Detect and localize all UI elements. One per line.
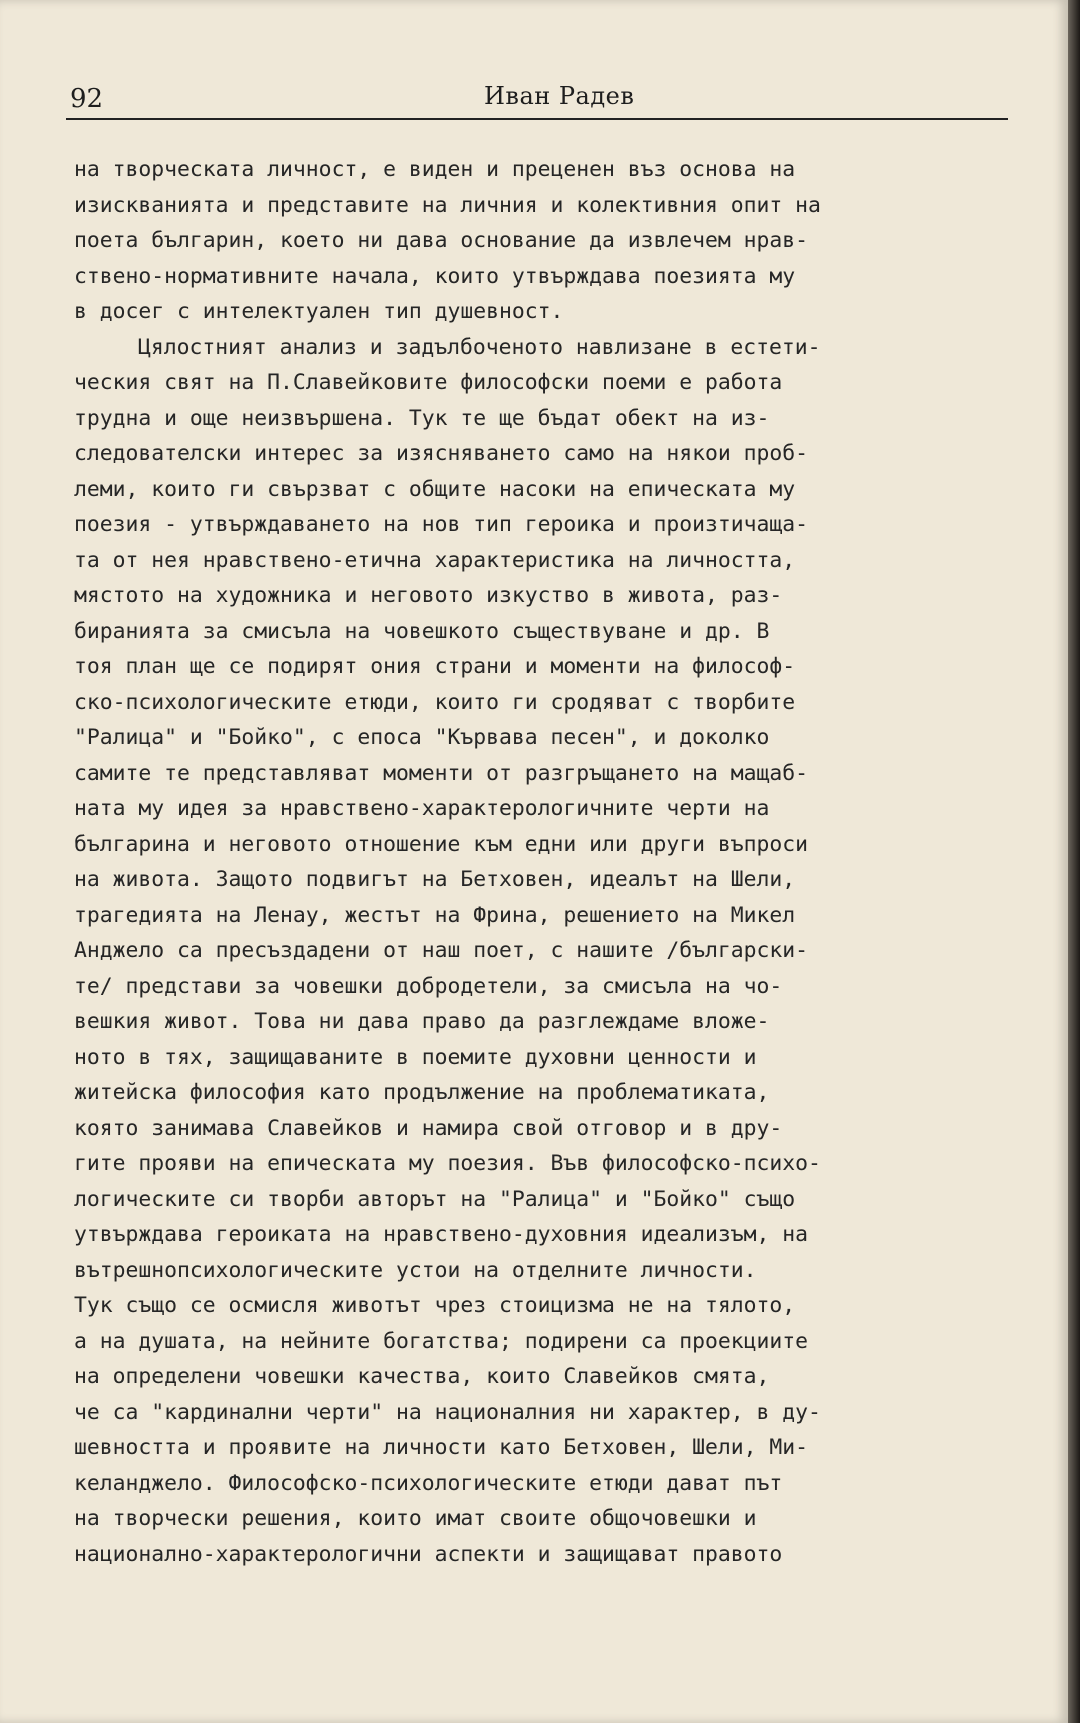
text-line: поезия - утвърждаването на нов тип героика и произтичаща- (74, 512, 809, 537)
text-line: логическите си творби авторът на "Ралица" и "Бойко" също (74, 1186, 796, 1212)
text-line: ско-психологическите етюди, които ги сродяват с творбите (74, 689, 796, 715)
text-line: шевността и проявите на личности като Бетховен, Шели, Ми- (74, 1435, 809, 1460)
text-line: в досег с интелектуален тип душевност. (74, 299, 564, 324)
text-line: ческия свят на П.Славейковите философски поеми е работа (74, 370, 783, 395)
text-line: българина и неговото отношение към едни или други въпроси (74, 831, 809, 857)
text-line: ната му идея за нравствено-характерологичните черти на (74, 796, 770, 821)
text-line: "Ралица" и "Бойко", с епоса "Кървава песен", и доколко (74, 725, 770, 750)
page-number: 92 (70, 84, 104, 114)
text-line: те/ представи за човешки добродетели, за смисъла на чо- (74, 973, 783, 999)
text-line: тоя план ще се подирят ония страни и моменти на философ- (74, 654, 796, 679)
text-line: че са "кардинални черти" на националния ни характер, в ду- (74, 1399, 821, 1425)
text-line: вешкия живот. Това ни дава право да разглеждаме вложе- (74, 1009, 770, 1034)
text-line: вътрешнопсихологическите устои на отделните личности. (74, 1257, 757, 1283)
header-rule (66, 118, 1008, 120)
page-header (66, 82, 1008, 122)
text-line: трагедията на Ленау, жестът на Фрина, решението на Микел (74, 902, 796, 928)
text-line: самите те представляват моменти от разгръщането на мащаб- (74, 760, 809, 786)
text-line: Анджело са пресъздадени от наш поет, с нашите /български- (74, 938, 809, 963)
text-line: ното в тях, защищаваните в поемите духовни ценности и (74, 1044, 757, 1070)
text-line: поета българин, което ни дава основание да извлечем нрав- (74, 228, 809, 253)
text-line: Тук също се осмисля животът чрез стоицизма не на тялото, (74, 1293, 796, 1318)
text-line: на живота. Защото подвигът на Бетховен, идеалът на Шели, (74, 867, 796, 892)
text-line: национално-характерологични аспекти и защищават правото (74, 1541, 783, 1567)
text-line: трудна и още неизвършена. Тук те ще бъдат обект на из- (74, 405, 770, 431)
text-line: житейска философия като продължение на проблематиката, (74, 1080, 770, 1105)
text-line: ствено-нормативните начала, които утвърждава поезията му (74, 263, 796, 289)
text-line: утвърждава героиката на нравствено-духовния идеализъм, на (74, 1222, 809, 1247)
text-line: която занимава Славейков и намира свой отговор и в дру- (74, 1115, 783, 1141)
text-line: Цялостният анализ и задълбоченото навлизане в естети- (138, 334, 821, 360)
text-line: мястото на художника и неговото изкуство в живота, раз- (74, 583, 783, 608)
running-head: Иван Радев (484, 82, 635, 110)
text-line: следователски интерес за изясняването само на някои проб- (74, 441, 809, 466)
page-edge (1068, 0, 1080, 1723)
text-line: биранията за смисъла на човешкото съществуване и др. В (74, 618, 770, 644)
text-line: а на душата, на нейните богатства; подирени са проекциите (74, 1328, 809, 1354)
text-line: на творческата личност, е виден и преценен въз основа на (74, 157, 796, 182)
text-line: изискванията и представите на личния и колективния опит на (74, 192, 821, 218)
text-line: гите прояви на епическата му поезия. Във философско-психо- (74, 1151, 821, 1176)
text-line: леми, които ги свързват с общите насоки на епическата му (74, 476, 796, 502)
text-line: на определени човешки качества, които Славейков смята, (74, 1364, 770, 1389)
text-line: та от нея нравствено-етична характеристика на личността, (74, 547, 796, 573)
text-line: келанджело. Философско-психологическите етюди дават път (74, 1470, 783, 1496)
text-line: на творчески решения, които имат своите общочовешки и (74, 1506, 757, 1531)
body-text (74, 152, 1036, 1572)
